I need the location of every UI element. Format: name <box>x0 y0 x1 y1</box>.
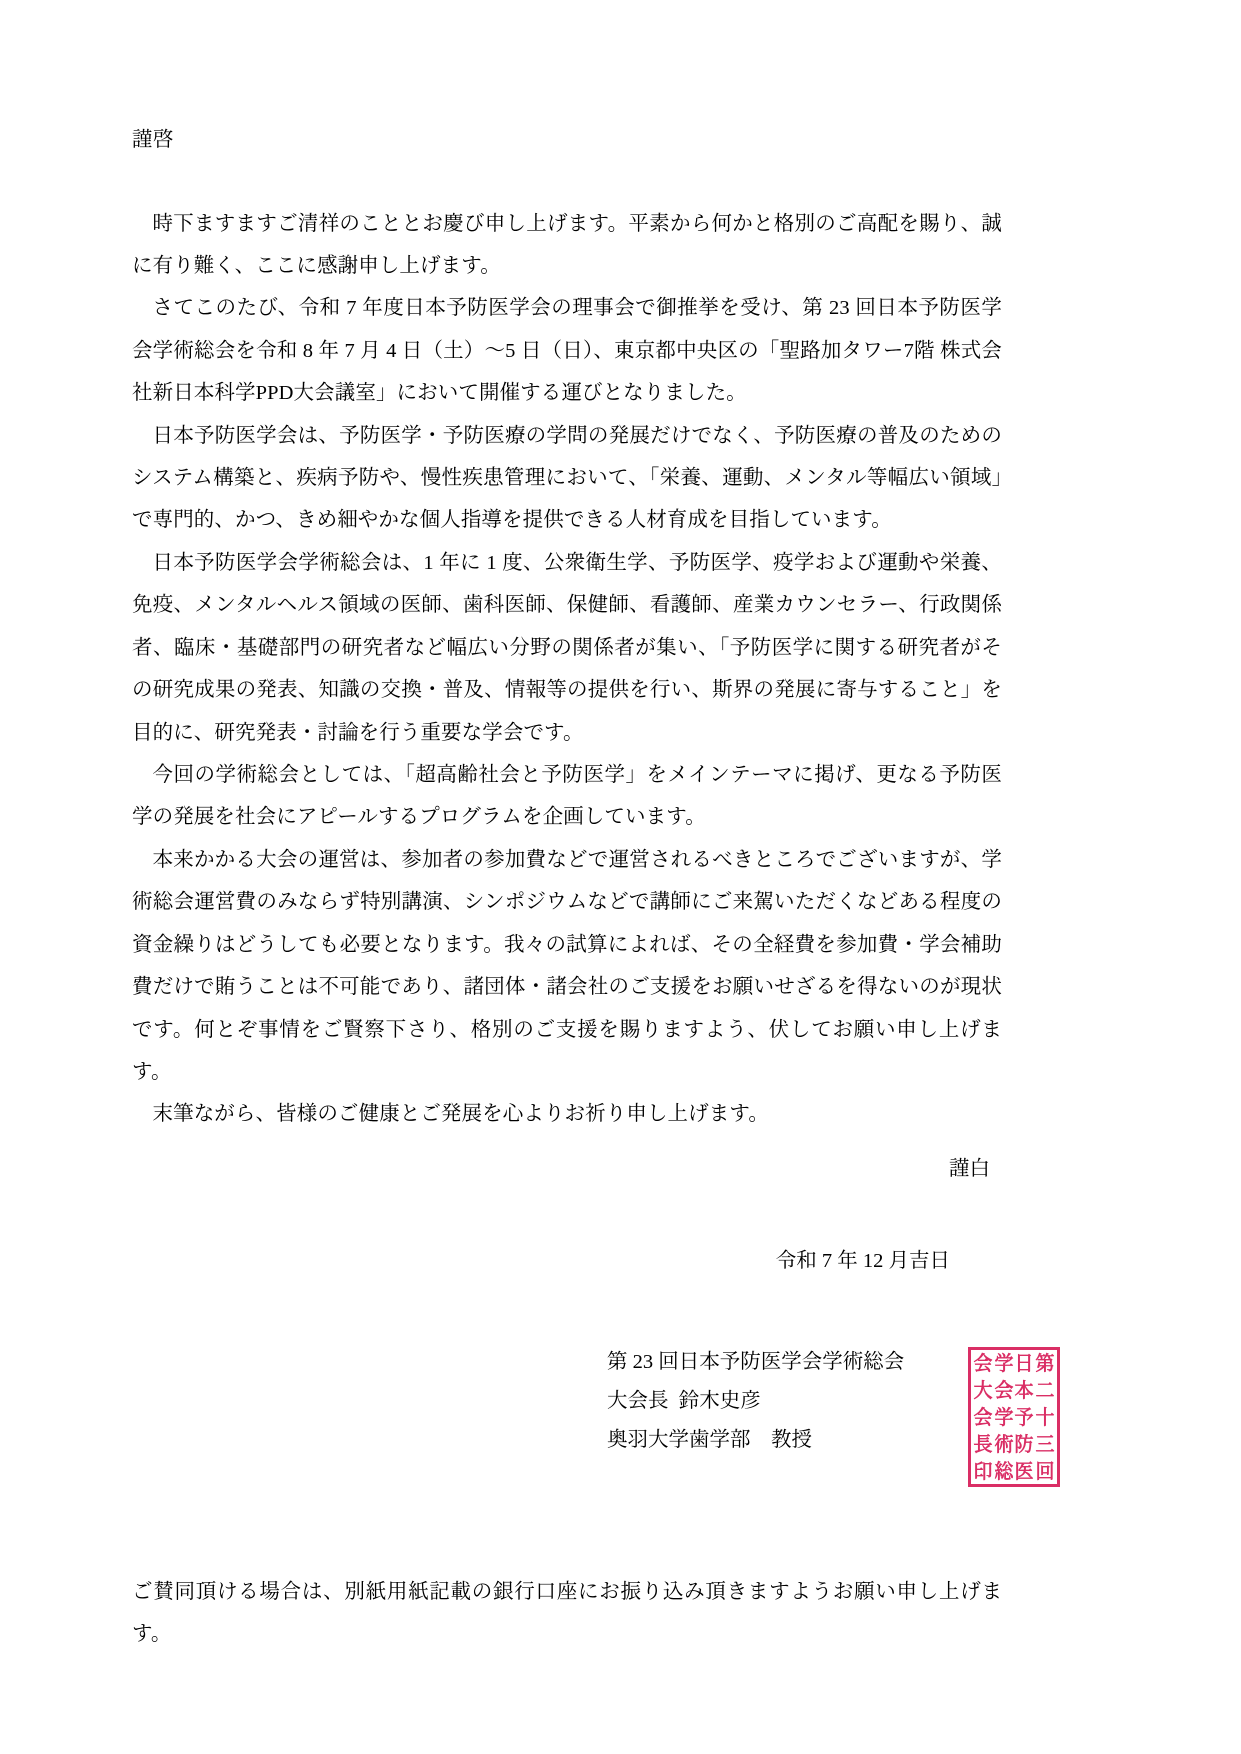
signature-affiliation: 奥羽大学歯学部 教授 <box>607 1429 812 1452</box>
paragraph-farewell: 末筆ながら、皆様のご健康とご発展を心よりお祈り申し上げます。 <box>152 1103 769 1126</box>
paragraph-congress-description: 日本予防医学会学術総会は、1 年に 1 度、公衆衛生学、予防医学、疫学および運動や栄養、免疫、メンタルヘルス領域の医師、歯科医師、保健師、看護師、産業カウンセラー、行政関係者、臨床・基礎部門の研究者など幅広い分野の関係者が集い、「予防医学に関する研究者がその研究成果の発表、知識の交換・普及、情報等の提供を行い、斯界の発展に寄与すること」を目的に、研究発表・討論を行う重要な学会です。 <box>132 551 1002 744</box>
seal-char: 会 <box>994 1377 1014 1402</box>
seal-char: 医 <box>1014 1458 1034 1483</box>
seal-char: 長 <box>973 1431 993 1456</box>
seal-char: 本 <box>1014 1377 1034 1402</box>
seal-column-4 <box>973 1352 994 1482</box>
seal-column-1 <box>1035 1352 1056 1482</box>
seal-column-3 <box>994 1352 1015 1482</box>
seal-char: 三 <box>1035 1431 1055 1456</box>
footer-note: ご賛同頂ける場合は、別紙用紙記載の銀行口座にお振り込み頂きますようお願い申し上げます。 <box>132 1580 1002 1646</box>
seal-char: 会 <box>973 1350 993 1375</box>
seal-char: 印 <box>973 1458 993 1483</box>
seal-char: 大 <box>973 1377 993 1402</box>
paragraph-announcement: さてこのたび、令和 7 年度日本予防医学会の理事会で御推挙を受け、第 23 回日本予防医学会学術総会を令和 8 年 7 月 4 日（土）〜5 日（日）、東京都中央区の「聖路加タワー7階 株式会社新日本科学PPD大会議室」において開催する運びとなりました。 <box>132 297 1002 405</box>
seal-char: 学 <box>994 1404 1014 1429</box>
seal-char: 学 <box>994 1350 1014 1375</box>
signature-block <box>132 1343 1055 1493</box>
seal-char: 二 <box>1035 1377 1055 1402</box>
paragraph-society-mission: 日本予防医学会は、予防医学・予防医療の学問の発展だけでなく、予防医療の普及のためのシステム構築と、疾病予防や、慢性疾患管理において、「栄養、運動、メンタル等幅広い領域」で専門的、かつ、きめ細やかな個人指導を提供できる人材育成を目指しています。 <box>132 424 1002 532</box>
seal-char: 第 <box>1035 1350 1055 1375</box>
seal-char: 術 <box>994 1431 1014 1456</box>
salutation: 謹啓 <box>132 129 174 151</box>
seal-char: 総 <box>994 1458 1014 1483</box>
closing-word: 謹白 <box>949 1157 990 1180</box>
seal-column-2 <box>1014 1352 1035 1482</box>
paragraph-theme: 今回の学術総会としては、「超高齢社会と予防医学」をメインテーマに掲げ、更なる予防医学の発展を社会にアピールするプログラムを企画しています。 <box>132 763 1002 829</box>
seal-char: 会 <box>973 1404 993 1429</box>
seal-char: 回 <box>1035 1458 1055 1483</box>
date-line: 令和 7 年 12 月吉日 <box>775 1250 950 1273</box>
official-seal-stamp <box>968 1347 1060 1487</box>
seal-char: 十 <box>1035 1404 1055 1429</box>
seal-char: 防 <box>1014 1431 1034 1456</box>
signature-chairperson: 大会長 鈴木史彦 <box>607 1389 761 1412</box>
seal-char: 日 <box>1014 1350 1034 1375</box>
signature-organization: 第 23 回日本予防医学会学術総会 <box>607 1350 905 1373</box>
letter-content <box>132 129 1055 1655</box>
seal-char: 予 <box>1014 1404 1034 1429</box>
paragraph-greeting: 時下ますますご清祥のこととお慶び申し上げます。平素から何かと格別のご高配を賜り、誠に有り難く、ここに感謝申し上げます。 <box>132 212 1002 277</box>
paragraph-funding-request: 本来かかる大会の運営は、参加者の参加費などで運営されるべきところでございますが、学術総会運営費のみならず特別講演、シンポジウムなどで講師にご来駕いただくなどある程度の資金繰りはどうしても必要となります。我々の試算によれば、その全経費を参加費・学会補助費だけで賄うことは不可能であり、諸団体・諸会社のご支援をお願いせざるを得ないのが現状です。何とぞ事情をご賢察下さり、格別のご支援を賜りますよう、伏してお願い申し上げます。 <box>132 848 1002 1083</box>
